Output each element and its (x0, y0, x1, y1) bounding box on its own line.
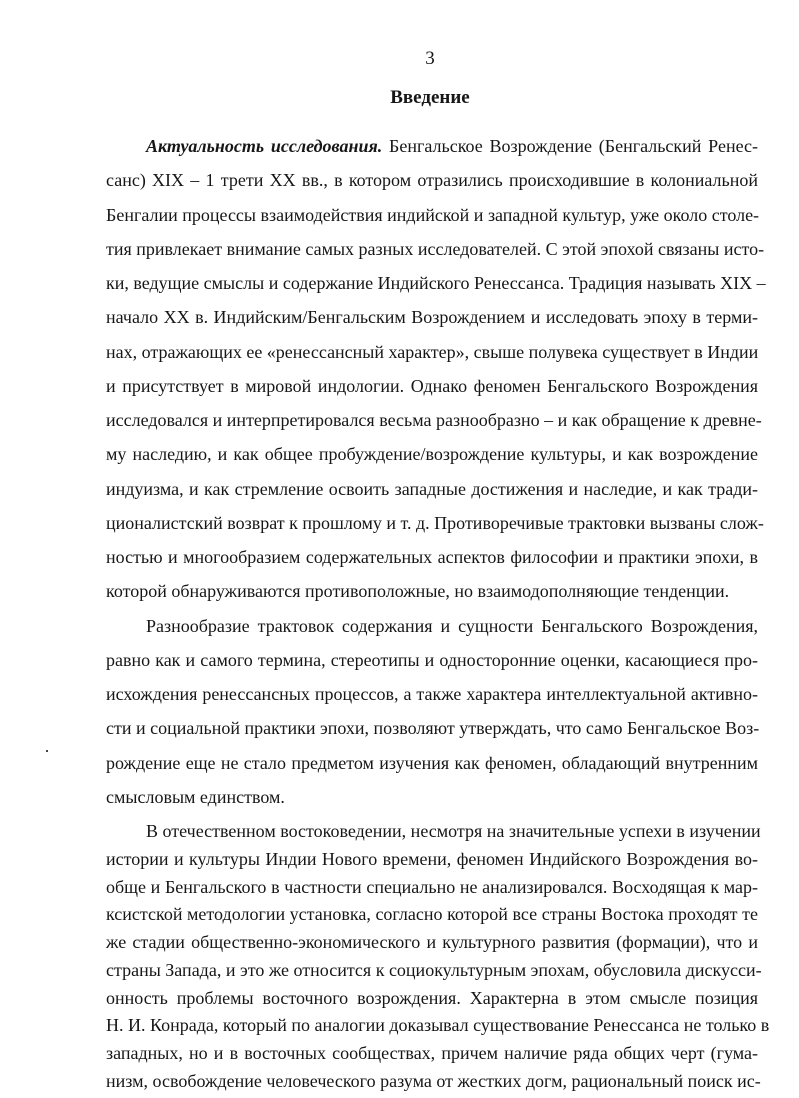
paragraph-1-line-2: санс) XIX – 1 трети XX вв., в котором отразились происходившие в колониальной (106, 170, 758, 190)
paragraph-2-line-4: сти и социальной практики эпохи, позволяют утверждать, что само Бенгальское Воз- (106, 718, 760, 738)
paragraph-1-line-3: Бенгалии процессы взаимодействия индийской и западной культур, уже около столе- (106, 205, 760, 225)
paragraph-2-line-1: Разнообразие трактовок содержания и сущности Бенгальского Возрождения, (146, 616, 758, 636)
paragraph-2-line-5: рождение еще не стало предметом изучения как феномен, обладающий внутренним (106, 753, 758, 773)
paragraph-1-line-9: исследовался и интерпретировался весьма разнообразно – и как обращение к древне- (106, 410, 762, 430)
paragraph-1-line-12: ционалистский возврат к прошлому и т. д. Противоречивые трактовки вызваны слож- (106, 513, 764, 533)
paragraph-1-line-4: тия привлекает внимание самых разных исследователей. С этой эпохой связаны исто- (106, 239, 765, 259)
paragraph-3-line-8: Н. И. Конрада, который по аналогии доказывал существование Ренессанса не только в (106, 1015, 770, 1035)
scan-speck (46, 750, 48, 752)
paragraph-3-line-10: низм, освобождение человеческого разума от жестких догм, рациональный поиск ис- (106, 1071, 761, 1091)
paragraph-3-line-7: онность проблемы восточного возрождения. Характерна в этом смысле позиция (106, 988, 758, 1008)
paragraph-3-line-9: западных, но и в восточных сообществах, причем наличие ряда общих черт (гума- (106, 1043, 758, 1063)
page-number: 3 (425, 48, 435, 69)
paragraph-1-line-10: му наследию, и как общее пробуждение/возрождение культуры, и как возрождение (106, 444, 758, 464)
paragraph-3-line-5: же стадии общественно-экономического и культурного развития (формации), что и (106, 932, 758, 952)
page-heading: Введение (390, 87, 470, 108)
paragraph-3-line-1: В отечественном востоковедении, несмотря на значительные успехи в изучении (146, 821, 761, 841)
paragraph-3-line-2: истории и культуры Индии Нового времени, феномен Индийского Возрождения во- (106, 849, 758, 869)
section-lead: Актуальность исследования. (146, 136, 383, 156)
paragraph-1-line-14: которой обнаруживаются противоположные, но взаимодополняющие тенденции. (106, 581, 730, 601)
paragraph-1-line-8: и присутствует в мировой индологии. Однако феномен Бенгальского Возрождения (106, 376, 758, 396)
paragraph-2-line-2: равно как и самого термина, стереотипы и односторонние оценки, касающиеся про- (106, 650, 758, 670)
paragraph-1-line-11: индуизма, и как стремление освоить западные достижения и наследие, и как тради- (106, 479, 758, 499)
paragraph-1-line-5: ки, ведущие смыслы и содержание Индийского Ренессанса. Традиция называть XIX – (106, 273, 766, 293)
paragraph-3-line-6: страны Запада, и это же относится к социокультурным эпохам, обусловила дискусси- (106, 960, 762, 980)
paragraph-1-line-13: ностью и многообразием содержательных аспектов философии и практики эпохи, в (106, 547, 758, 567)
paragraph-1-line-7: нах, отражающих ее «ренессансный характер», свыше полувека существует в Индии (106, 342, 759, 362)
paragraph-2-line-6: смысловым единством. (106, 787, 285, 807)
paragraph-1-line-1 (146, 135, 758, 157)
paragraph-2-line-3: исхождения ренессансных процессов, а также характера интеллектуальной активно- (106, 684, 758, 704)
paragraph-1-line-6: начало XX в. Индийским/Бенгальским Возрождением и исследовать эпоху в терми- (106, 307, 758, 327)
paragraph-3-line-3: обще и Бенгальского в частности специально не анализировался. Восходящая к мар- (106, 877, 758, 897)
paragraph-1-line-1-text: Бенгальское Возрождение (Бенгальский Ренес- (382, 136, 758, 156)
paragraph-3-line-4: ксистской методологии установка, согласно которой все страны Востока проходят те (106, 904, 758, 924)
